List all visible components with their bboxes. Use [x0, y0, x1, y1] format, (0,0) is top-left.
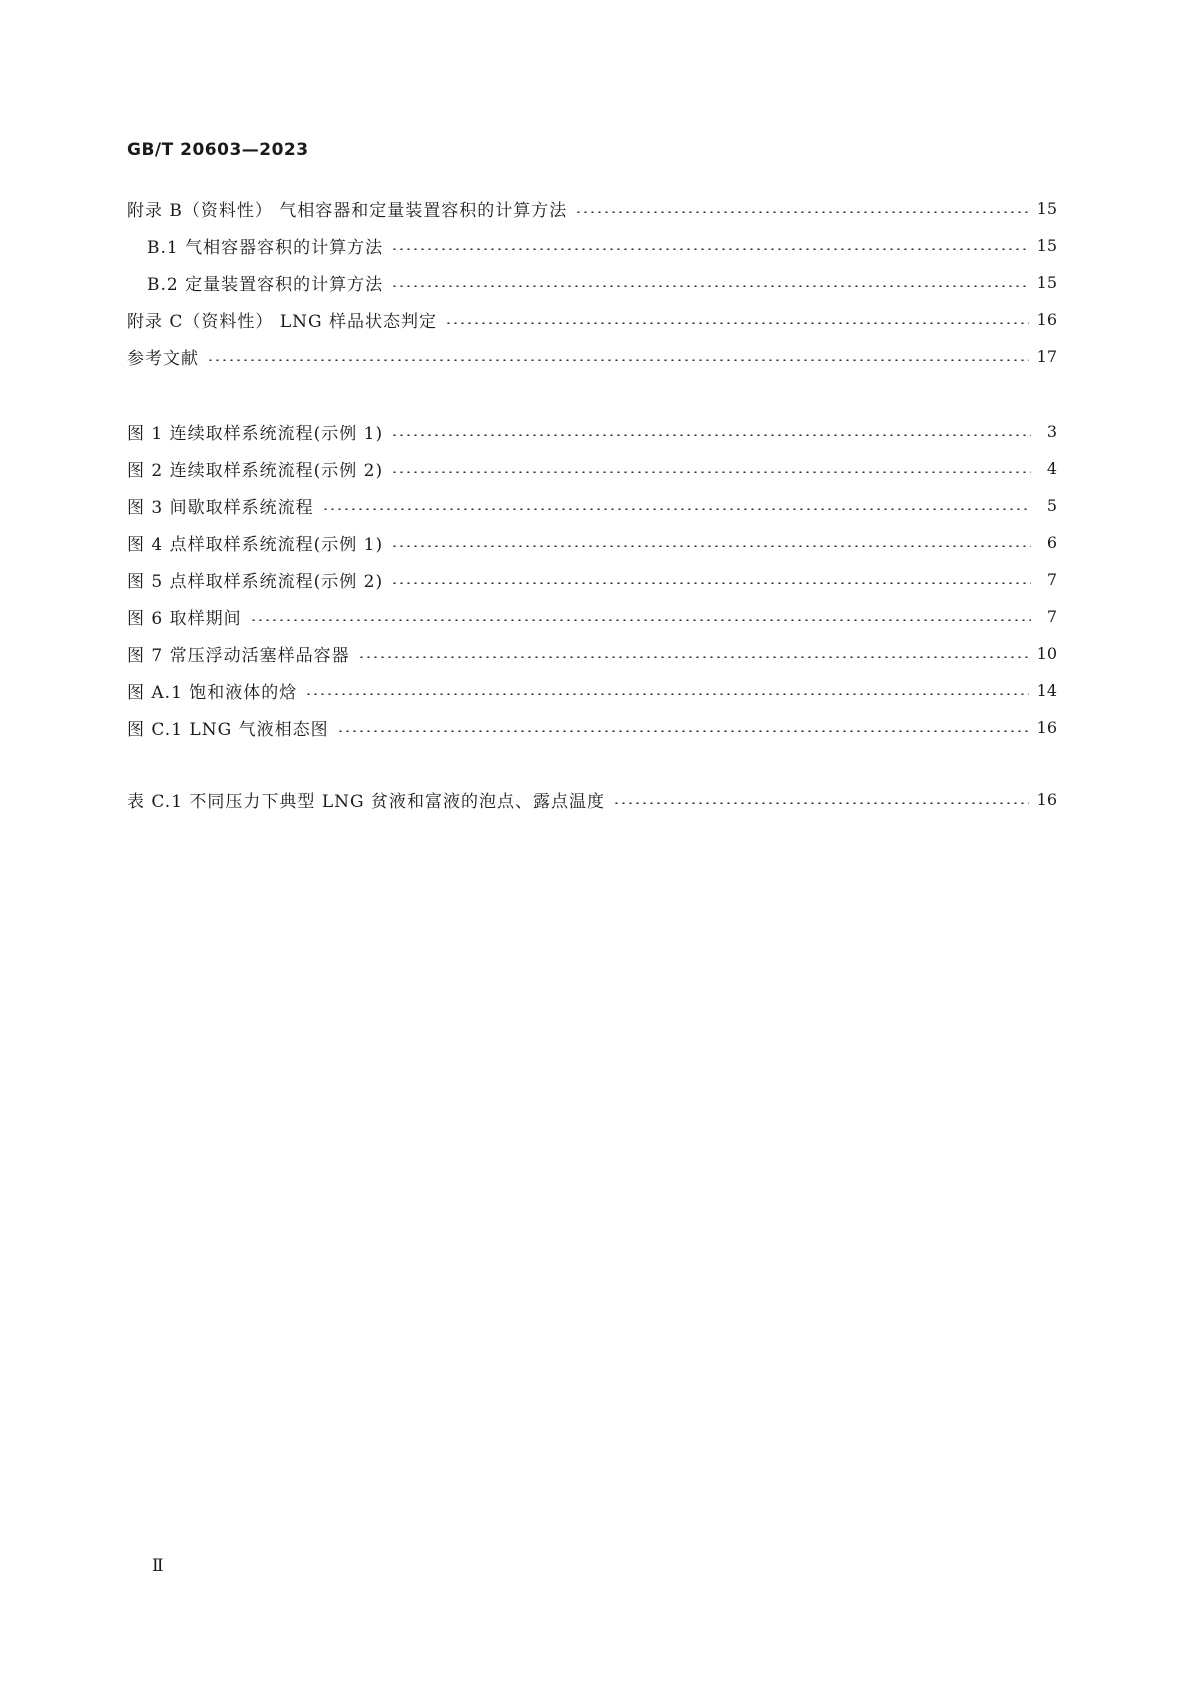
- toc-entry-label: 附录 C（资料性） LNG 样品状态判定: [127, 312, 437, 332]
- toc-entry-label: 图 2 连续取样系统流程(示例 2): [127, 461, 384, 481]
- toc-entry-figure-7[interactable]: [127, 635, 1057, 672]
- dot-leader: [391, 471, 1031, 473]
- toc-entry-references[interactable]: [127, 338, 1057, 375]
- toc-entry-label: 图 3 间歇取样系统流程: [127, 498, 314, 518]
- dot-leader: [358, 656, 1029, 658]
- dot-leader: [322, 508, 1031, 510]
- toc-entry-figure-4[interactable]: [127, 524, 1057, 561]
- dot-leader: [445, 322, 1029, 324]
- toc-entry-page: 7: [1046, 570, 1057, 589]
- toc-entry-page: 16: [1036, 718, 1057, 737]
- toc-entry-label: 图 A.1 饱和液体的焓: [127, 683, 298, 703]
- dot-leader: [391, 248, 1029, 250]
- dot-leader: [391, 434, 1031, 436]
- toc-entry-figure-c1[interactable]: [127, 709, 1057, 746]
- dot-leader: [305, 693, 1028, 695]
- toc-entry-page: 15: [1036, 273, 1057, 292]
- toc-entry-appendix-b[interactable]: [127, 190, 1057, 227]
- toc-entry-page: 5: [1046, 496, 1057, 515]
- toc-entry-page: 3: [1046, 422, 1057, 441]
- toc-entry-page: 17: [1036, 347, 1057, 366]
- dot-leader: [613, 802, 1029, 804]
- dot-leader: [391, 582, 1031, 584]
- toc-entry-label: 附录 B（资料性） 气相容器和定量装置容积的计算方法: [127, 201, 568, 221]
- dot-leader: [575, 211, 1028, 213]
- toc-entry-page: 15: [1036, 236, 1057, 255]
- toc-entry-figure-a1[interactable]: [127, 672, 1057, 709]
- toc-tables-section: [127, 781, 1057, 818]
- toc-entry-page: 10: [1036, 644, 1057, 663]
- toc-entry-page: 4: [1046, 459, 1057, 478]
- toc-figures-section: [127, 413, 1057, 746]
- dot-leader: [250, 619, 1031, 621]
- toc-entry-figure-2[interactable]: [127, 450, 1057, 487]
- toc-entry-figure-5[interactable]: [127, 561, 1057, 598]
- toc-entry-label: 图 C.1 LNG 气液相态图: [127, 720, 329, 740]
- toc-entry-page: 16: [1036, 310, 1057, 329]
- dot-leader: [391, 545, 1031, 547]
- toc-entry-page: 6: [1046, 533, 1057, 552]
- dot-leader: [337, 730, 1029, 732]
- toc-entry-appendix-c[interactable]: [127, 301, 1057, 338]
- toc-entry-b2[interactable]: [127, 264, 1057, 301]
- toc-entry-b1[interactable]: [127, 227, 1057, 264]
- toc-entry-label: 图 4 点样取样系统流程(示例 1): [127, 535, 384, 555]
- toc-entry-table-c1[interactable]: [127, 781, 1057, 818]
- toc-entry-label: B.1 气相容器容积的计算方法: [147, 238, 384, 258]
- toc-entry-figure-6[interactable]: [127, 598, 1057, 635]
- toc-entry-label: B.2 定量装置容积的计算方法: [147, 275, 384, 295]
- toc-entry-figure-1[interactable]: [127, 413, 1057, 450]
- toc-entry-page: 7: [1046, 607, 1057, 626]
- standard-number: GB/T 20603—2023: [127, 140, 309, 160]
- toc-entry-page: 16: [1036, 790, 1057, 809]
- toc-entry-label: 图 6 取样期间: [127, 609, 242, 629]
- toc-entry-label: 图 1 连续取样系统流程(示例 1): [127, 424, 384, 444]
- toc-entry-label: 表 C.1 不同压力下典型 LNG 贫液和富液的泡点、露点温度: [127, 792, 605, 812]
- toc-entry-page: 15: [1036, 199, 1057, 218]
- toc-entry-label: 图 5 点样取样系统流程(示例 2): [127, 572, 384, 592]
- toc-entry-figure-3[interactable]: [127, 487, 1057, 524]
- toc-appendix-section: [127, 190, 1057, 375]
- toc-entry-label: 图 7 常压浮动活塞样品容器: [127, 646, 350, 666]
- dot-leader: [391, 285, 1029, 287]
- dot-leader: [207, 359, 1029, 361]
- toc-entry-label: 参考文献: [127, 349, 199, 369]
- toc-entry-page: 14: [1036, 681, 1057, 700]
- page-number: Ⅱ: [152, 1556, 164, 1576]
